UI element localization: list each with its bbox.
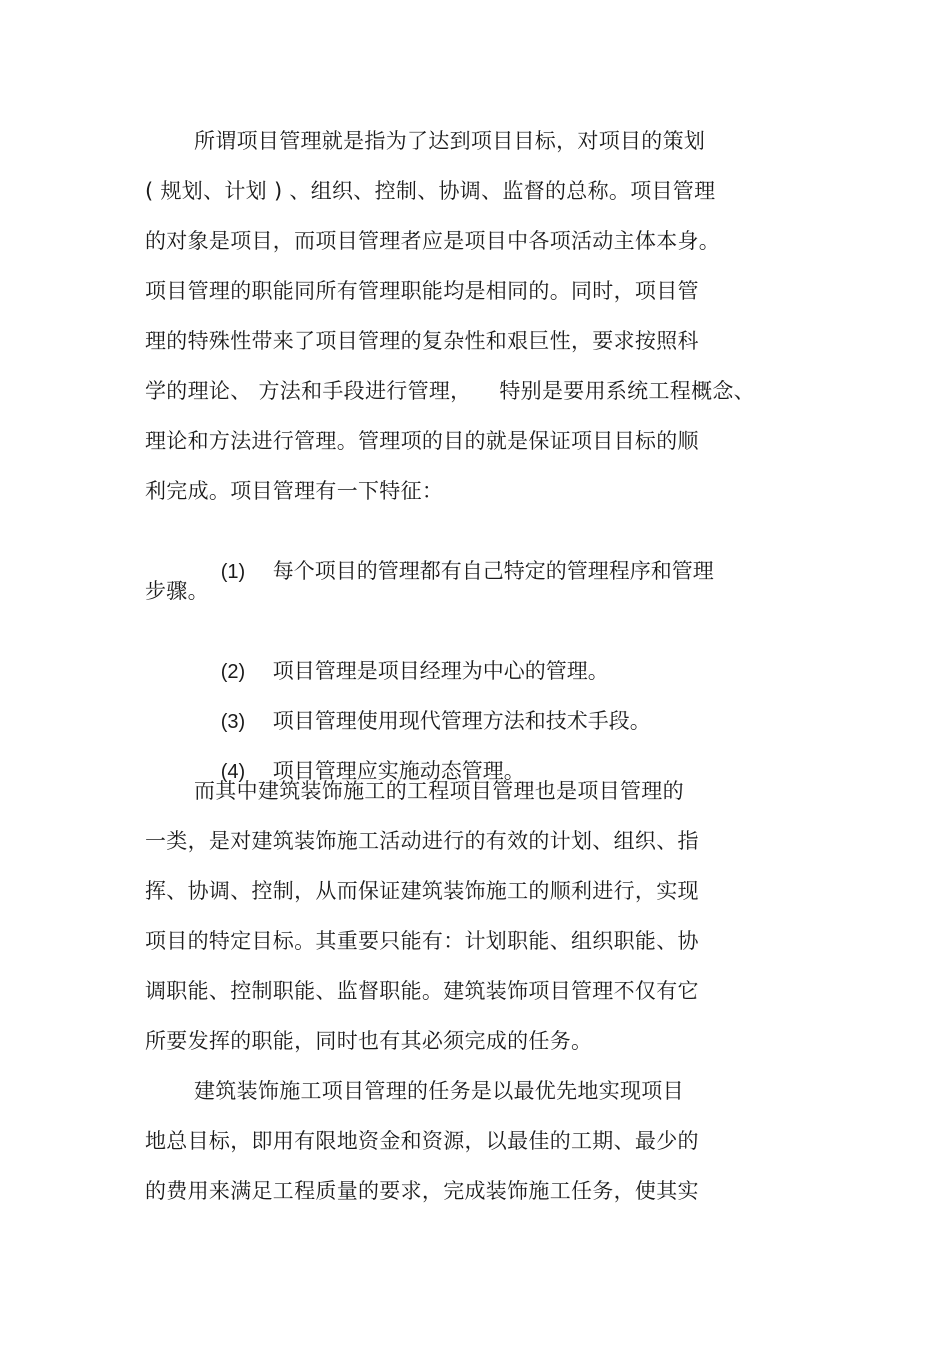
list-item-text: 项目管理使用现代管理方法和技术手段。 bbox=[272, 709, 651, 733]
list-item-2 bbox=[194, 626, 609, 683]
paragraph-2-line-1: 而其中建筑装饰施工的工程项目管理也是项目管理的 bbox=[194, 779, 684, 803]
list-item-number: (1) bbox=[220, 561, 246, 583]
paragraph-1-line-7: 理论和方法进行管理。管理项的目的就是保证项目目标的顺 bbox=[145, 429, 699, 453]
paragraph-2-line-5: 调职能、控制职能、监督职能。建筑装饰项目管理不仅有它 bbox=[145, 979, 699, 1003]
paragraph-1-line-3: 的对象是项目，而项目管理者应是项目中各项活动主体本身。 bbox=[145, 229, 721, 253]
list-item-text: 项目管理是项目经理为中心的管理。 bbox=[272, 659, 609, 683]
paragraph-2-line-2: 一类，是对建筑装饰施工活动进行的有效的计划、组织、指 bbox=[145, 829, 699, 853]
paragraph-1-line-5: 理的特殊性带来了项目管理的复杂性和艰巨性，要求按照科 bbox=[145, 329, 699, 353]
paragraph-1-line-8: 利完成。项目管理有一下特征： bbox=[145, 479, 444, 503]
list-item-3 bbox=[194, 676, 651, 733]
list-item-text: 每个项目的管理都有自己特定的管理程序和管理 bbox=[272, 559, 714, 583]
list-item-number: (4) bbox=[220, 761, 246, 783]
paragraph-2-line-4: 项目的特定目标。其重要只能有：计划职能、组织职能、协 bbox=[145, 929, 699, 953]
list-item-1-continuation: 步骤。 bbox=[145, 579, 209, 603]
list-item-number: (2) bbox=[220, 661, 246, 683]
paragraph-1-line-6: 学的理论、 方法和手段进行管理， 特别是要用系统工程概念、 bbox=[145, 379, 755, 403]
list-item-1 bbox=[194, 526, 714, 583]
paragraph-2-line-3: 挥、协调、控制，从而保证建筑装饰施工的顺利进行，实现 bbox=[145, 879, 699, 903]
paragraph-3-line-2: 地总目标，即用有限地资金和资源，以最佳的工期、最少的 bbox=[145, 1129, 699, 1153]
paragraph-3-line-1: 建筑装饰施工项目管理的任务是以最优先地实现项目 bbox=[194, 1079, 684, 1103]
paragraph-3-line-3: 的费用来满足工程质量的要求，完成装饰施工任务，使其实 bbox=[145, 1179, 699, 1203]
paragraph-1-line-1: 所谓项目管理就是指为了达到项目目标，对项目的策划 bbox=[194, 129, 706, 153]
paragraph-1-line-4: 项目管理的职能同所有管理职能均是相同的。同时，项目管 bbox=[145, 279, 699, 303]
paragraph-1-line-2: ( 规划、计划 ) 、组织、控制、协调、监督的总称。项目管理 bbox=[145, 179, 716, 203]
list-item-4 bbox=[194, 726, 525, 783]
paragraph-2-line-6: 所要发挥的职能，同时也有其必须完成的任务。 bbox=[145, 1029, 593, 1053]
list-item-number: (3) bbox=[220, 711, 246, 733]
list-item-text: 项目管理应实施动态管理。 bbox=[272, 759, 525, 783]
